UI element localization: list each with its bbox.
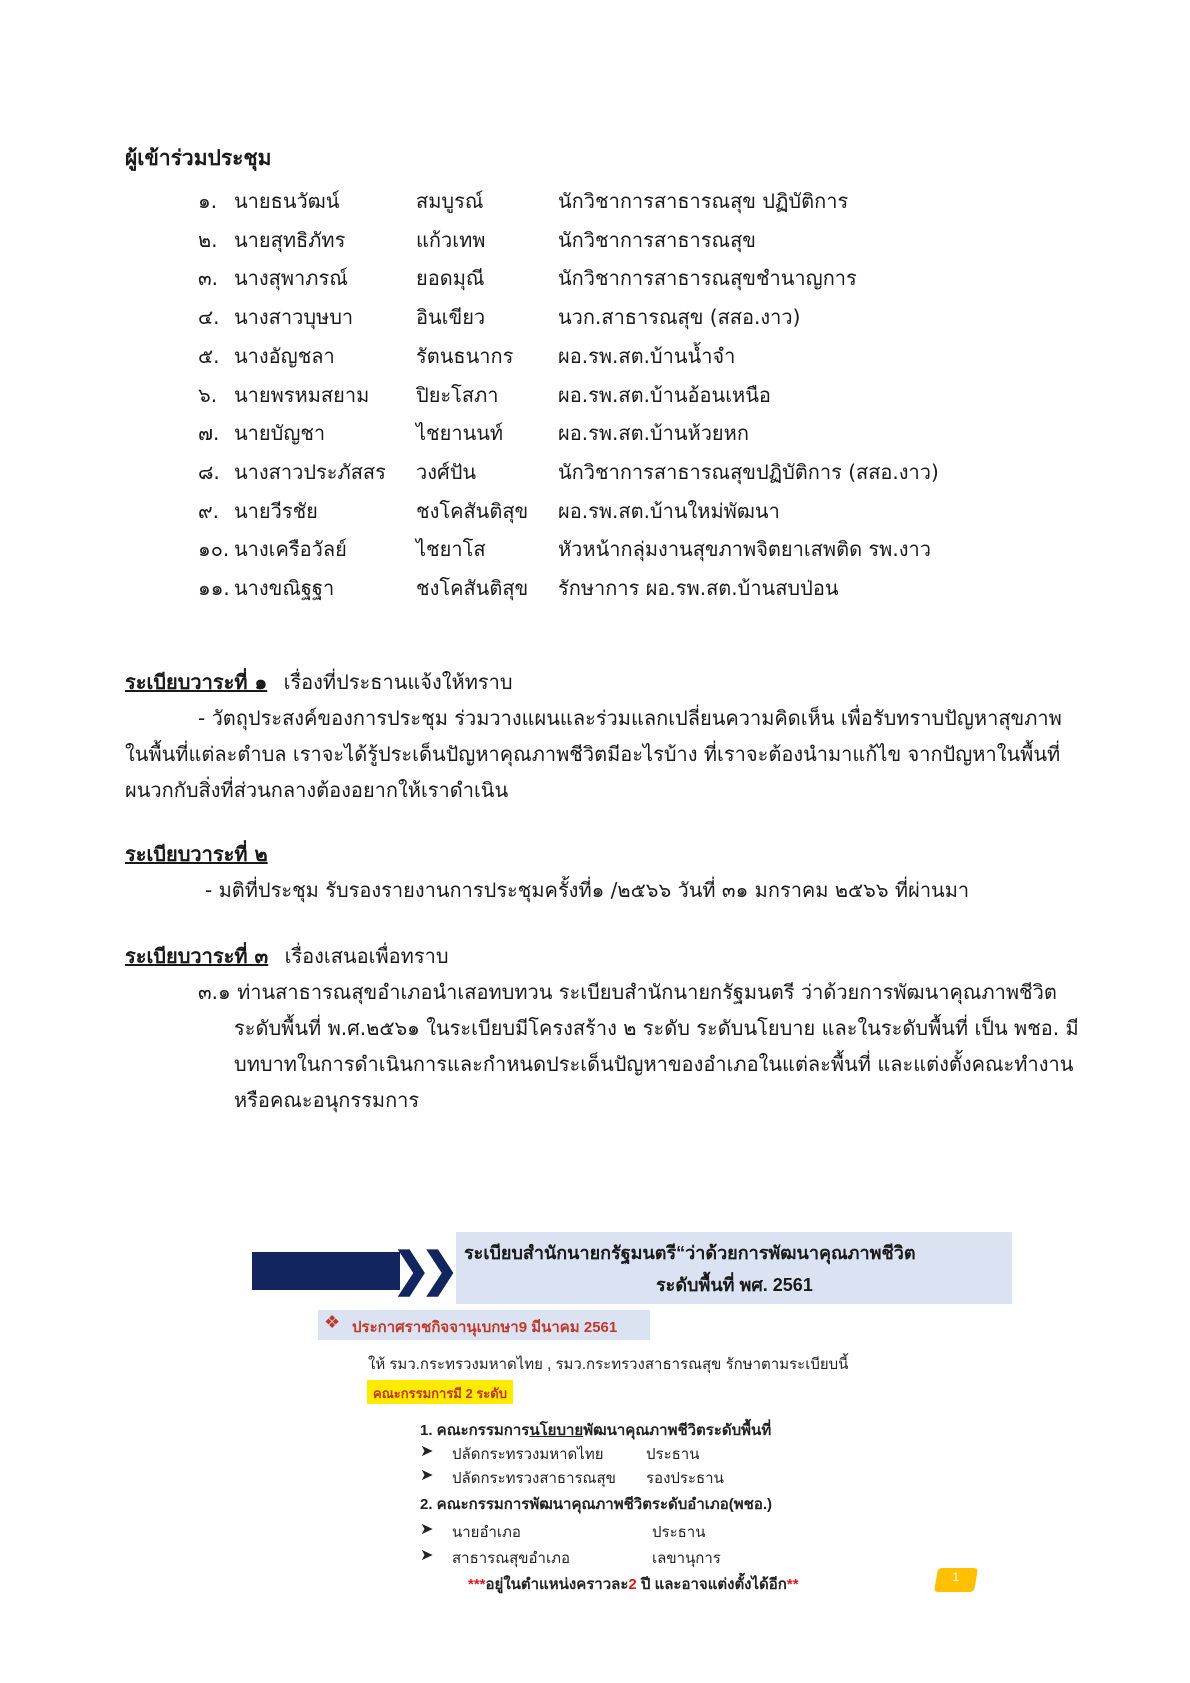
attendee-position: นักวิชาการสาธารณสุข ปฏิบัติการ — [558, 189, 849, 213]
attendee-first-name: นางสาวบุษบา — [234, 305, 354, 330]
agenda-3-line-4: หรือคณะอนุกรรมการ — [234, 1088, 420, 1112]
agenda-2-title: ระเบียบวาระที่ ๒ — [125, 842, 268, 866]
agenda-1-line-3: ผนวกกับสิ่งที่ส่วนกลางต้องอยากให้เราดำเนิน — [125, 778, 509, 802]
committee-1-prefix: 1. คณะกรรมการ — [420, 1422, 530, 1439]
committee-1-row-2-name: ปลัดกระทรวงสาธารณสุข — [452, 1470, 616, 1487]
arrow-banner — [252, 1252, 400, 1290]
term-text-2: ปี และอาจแต่งตั้งได้อีก — [636, 1576, 787, 1593]
attendee-first-name: นายบัญชา — [234, 421, 326, 446]
arrow-bullet-icon: ➤ — [420, 1547, 434, 1564]
agenda-2-line-1: - มติที่ประชุม รับรองรายงานการประชุมครั้งที่๑ /๒๕๖๖ วันที่ ๓๑ มกราคม ๒๕๖๖ ที่ผ่านมา — [205, 878, 970, 902]
slide-title-box — [456, 1232, 1012, 1304]
slide-page-number: 1 — [952, 1570, 960, 1584]
agenda-3 — [125, 938, 1095, 974]
attendee-last-name: สมบูรณ์ — [416, 189, 484, 213]
agenda-3-subject: เรื่องเสนอเพื่อทราบ — [284, 944, 449, 968]
attendee-number: ๑๐. — [198, 537, 230, 562]
attendee-first-name: นายธนวัฒน์ — [234, 189, 340, 213]
highlight-text: คณะกรรมการมี 2 ระดับ — [373, 1386, 507, 1401]
committee-2-row-2-name: สาธารณสุขอำเภอ — [452, 1550, 570, 1567]
term-prefix: *** — [468, 1576, 486, 1593]
agenda-1-line-2: ในพื้นที่แต่ละตำบล เราจะได้รู้ประเด็นปัญหาคุณภาพชีวิตมีอะไรบ้าง ที่เราจะต้องนำมาแก้ไข จากปัญหาในพื้นที่ — [125, 742, 1061, 766]
attendee-first-name: นางสุพาภรณ์ — [234, 266, 348, 291]
embedded-slide — [240, 1232, 1020, 1602]
attendee-last-name: ไชยานนท์ — [416, 421, 504, 446]
attendee-last-name: วงศ์ปัน — [416, 459, 477, 484]
arrow-bullet-icon: ➤ — [420, 1443, 434, 1460]
attendee-position: ผอ.รพ.สต.บ้านอ้อนเหนือ — [558, 382, 771, 407]
attendee-first-name: นายวีรชัย — [234, 498, 318, 523]
attendee-position: หัวหน้ากลุ่มงานสุขภาพจิตยาเสพติด รพ.งาว — [558, 537, 931, 562]
committee-2-row-1-name: นายอำเภอ — [452, 1524, 521, 1541]
attendee-number: ๔. — [198, 305, 220, 330]
attendee-position: ผอ.รพ.สต.บ้านห้วยหก — [558, 421, 749, 446]
attendee-first-name: นายพรหมสยาม — [234, 382, 370, 407]
attendee-first-name: นายสุทธิภัทร — [234, 227, 346, 252]
attendees-heading: ผู้เข้าร่วมประชุม — [125, 146, 272, 170]
diamond-bullet-icon: ❖ — [324, 1312, 341, 1332]
attendee-number: ๓. — [198, 266, 219, 291]
attendee-position: นักวิชาการสาธารณสุขปฏิบัติการ (สสอ.งาว) — [558, 459, 939, 484]
gazette-text: ประกาศราชกิจจานุเบกษา9 มีนาคม 2561 — [352, 1319, 618, 1336]
committee-1-heading — [420, 1418, 771, 1442]
attendee-position: นักวิชาการสาธารณสุข — [558, 227, 756, 252]
agenda-1-line-1: - วัตถุประสงค์ของการประชุม ร่วมวางแผนและร่วมแลกเปลี่ยนความคิดเห็น เพื่อรับทราบปัญหาสุขภาพ — [198, 706, 1062, 730]
attendee-last-name: อินเขียว — [416, 305, 486, 330]
attendee-last-name: ยอดมุณี — [416, 266, 485, 291]
attendee-first-name: นางสาวประภัสสร — [234, 459, 386, 484]
slide-title-line-1: ระเบียบสำนักนายกรัฐมนตรี“ว่าด้วยการพัฒนาคุณภาพชีวิต — [464, 1243, 916, 1263]
committee-2-row-1-role: ประธาน — [652, 1524, 706, 1541]
attendee-last-name: ชงโคสันติสุข — [416, 576, 529, 600]
term-note — [468, 1572, 799, 1596]
agenda-2 — [125, 836, 1095, 872]
attendee-first-name: นางอัญชลา — [234, 343, 335, 368]
highlight-box — [367, 1380, 513, 1404]
committee-1-row-2-role: รองประธาน — [646, 1470, 724, 1487]
agenda-3-line-1: ๓.๑ ท่านสาธารณสุขอำเภอนำเสอทบทวน ระเบียบสำนักนายกรัฐมนตรี ว่าด้วยการพัฒนาคุณภาพชีวิต — [198, 980, 1057, 1004]
attendee-number: ๕. — [198, 343, 220, 368]
agenda-3-line-3: บทบาทในการดำเนินการและกำหนดประเด็นปัญหาของอำเภอในแต่ละพื้นที่ และแต่งตั้งคณะทำงาน — [234, 1052, 1074, 1076]
committee-1-suffix: พัฒนาคุณภาพชีวิตระดับพื้นที่ — [583, 1422, 772, 1439]
agenda-1 — [125, 664, 1095, 700]
attendee-position: ผอ.รพ.สต.บ้านน้ำจำ — [558, 343, 736, 368]
attendee-last-name: ปิยะโสภา — [416, 382, 499, 407]
attendee-last-name: ชงโคสันติสุข — [416, 498, 529, 523]
attendee-position: รักษาการ ผอ.รพ.สต.บ้านสบป่อน — [558, 576, 839, 600]
attendee-number: ๒. — [198, 227, 218, 252]
attendee-first-name: นางเครือวัลย์ — [234, 537, 347, 562]
attendee-position: นักวิชาการสาธารณสุขชำนาญการ — [558, 266, 857, 291]
agenda-1-title: ระเบียบวาระที่ ๑ — [125, 670, 268, 694]
attendee-number: ๑. — [198, 189, 218, 213]
attendee-first-name: นางขณิฐฐา — [234, 576, 335, 600]
arrow-bullet-icon: ➤ — [420, 1521, 434, 1538]
attendee-number: ๖. — [198, 382, 218, 407]
agenda-3-title: ระเบียบวาระที่ ๓ — [125, 944, 269, 968]
slide-title-line-2: ระดับพื้นที่ พศ. 2561 — [656, 1275, 813, 1295]
agenda-1-subject: เรื่องที่ประธานแจ้งให้ทราบ — [283, 670, 513, 694]
arrow-bullet-icon: ➤ — [420, 1467, 434, 1484]
term-suffix: ** — [786, 1576, 799, 1593]
committee-1-row-1-role: ประธาน — [646, 1446, 700, 1463]
attendee-number: ๙. — [198, 498, 220, 523]
committee-2-row-2-role: เลขานุการ — [652, 1550, 721, 1567]
committee-1-underline: นโยบาย — [529, 1422, 584, 1439]
term-text-1: อยู่ในตำแหน่งคราวละ — [485, 1576, 629, 1593]
gazette-banner — [318, 1310, 650, 1340]
attendee-number: ๘. — [198, 459, 220, 484]
slide-intro: ให้ รมว.กระทรวงมหาดไทย , รมว.กระทรวงสาธารณสุข รักษาตามระเบียบนี้ — [368, 1356, 849, 1373]
attendee-number: ๑๑. — [198, 576, 230, 600]
attendee-last-name: ไชยาโส — [416, 537, 486, 562]
term-number: 2 — [628, 1576, 637, 1593]
attendee-number: ๗. — [198, 421, 220, 446]
agenda-3-line-2: ระดับพื้นที่ พ.ศ.๒๕๖๑ ในระเบียบมีโครงสร้าง ๒ ระดับ ระดับนโยบาย และในระดับพื้นที่ เป็น พชอ. มี — [234, 1016, 1079, 1040]
attendee-last-name: แก้วเทพ — [416, 227, 486, 252]
committee-1-row-1-name: ปลัดกระทรวงมหาดไทย — [452, 1446, 604, 1463]
double-chevron-icon: ❯❯ — [392, 1243, 450, 1295]
attendee-position: นวก.สาธารณสุข (สสอ.งาว) — [558, 305, 801, 330]
slide-page-badge — [934, 1568, 978, 1592]
attendee-position: ผอ.รพ.สต.บ้านใหม่พัฒนา — [558, 498, 780, 523]
attendee-last-name: รัตนธนากร — [416, 343, 514, 368]
committee-2-heading: 2. คณะกรรมการพัฒนาคุณภาพชีวิตระดับอำเภอ(พชอ.) — [420, 1496, 773, 1513]
